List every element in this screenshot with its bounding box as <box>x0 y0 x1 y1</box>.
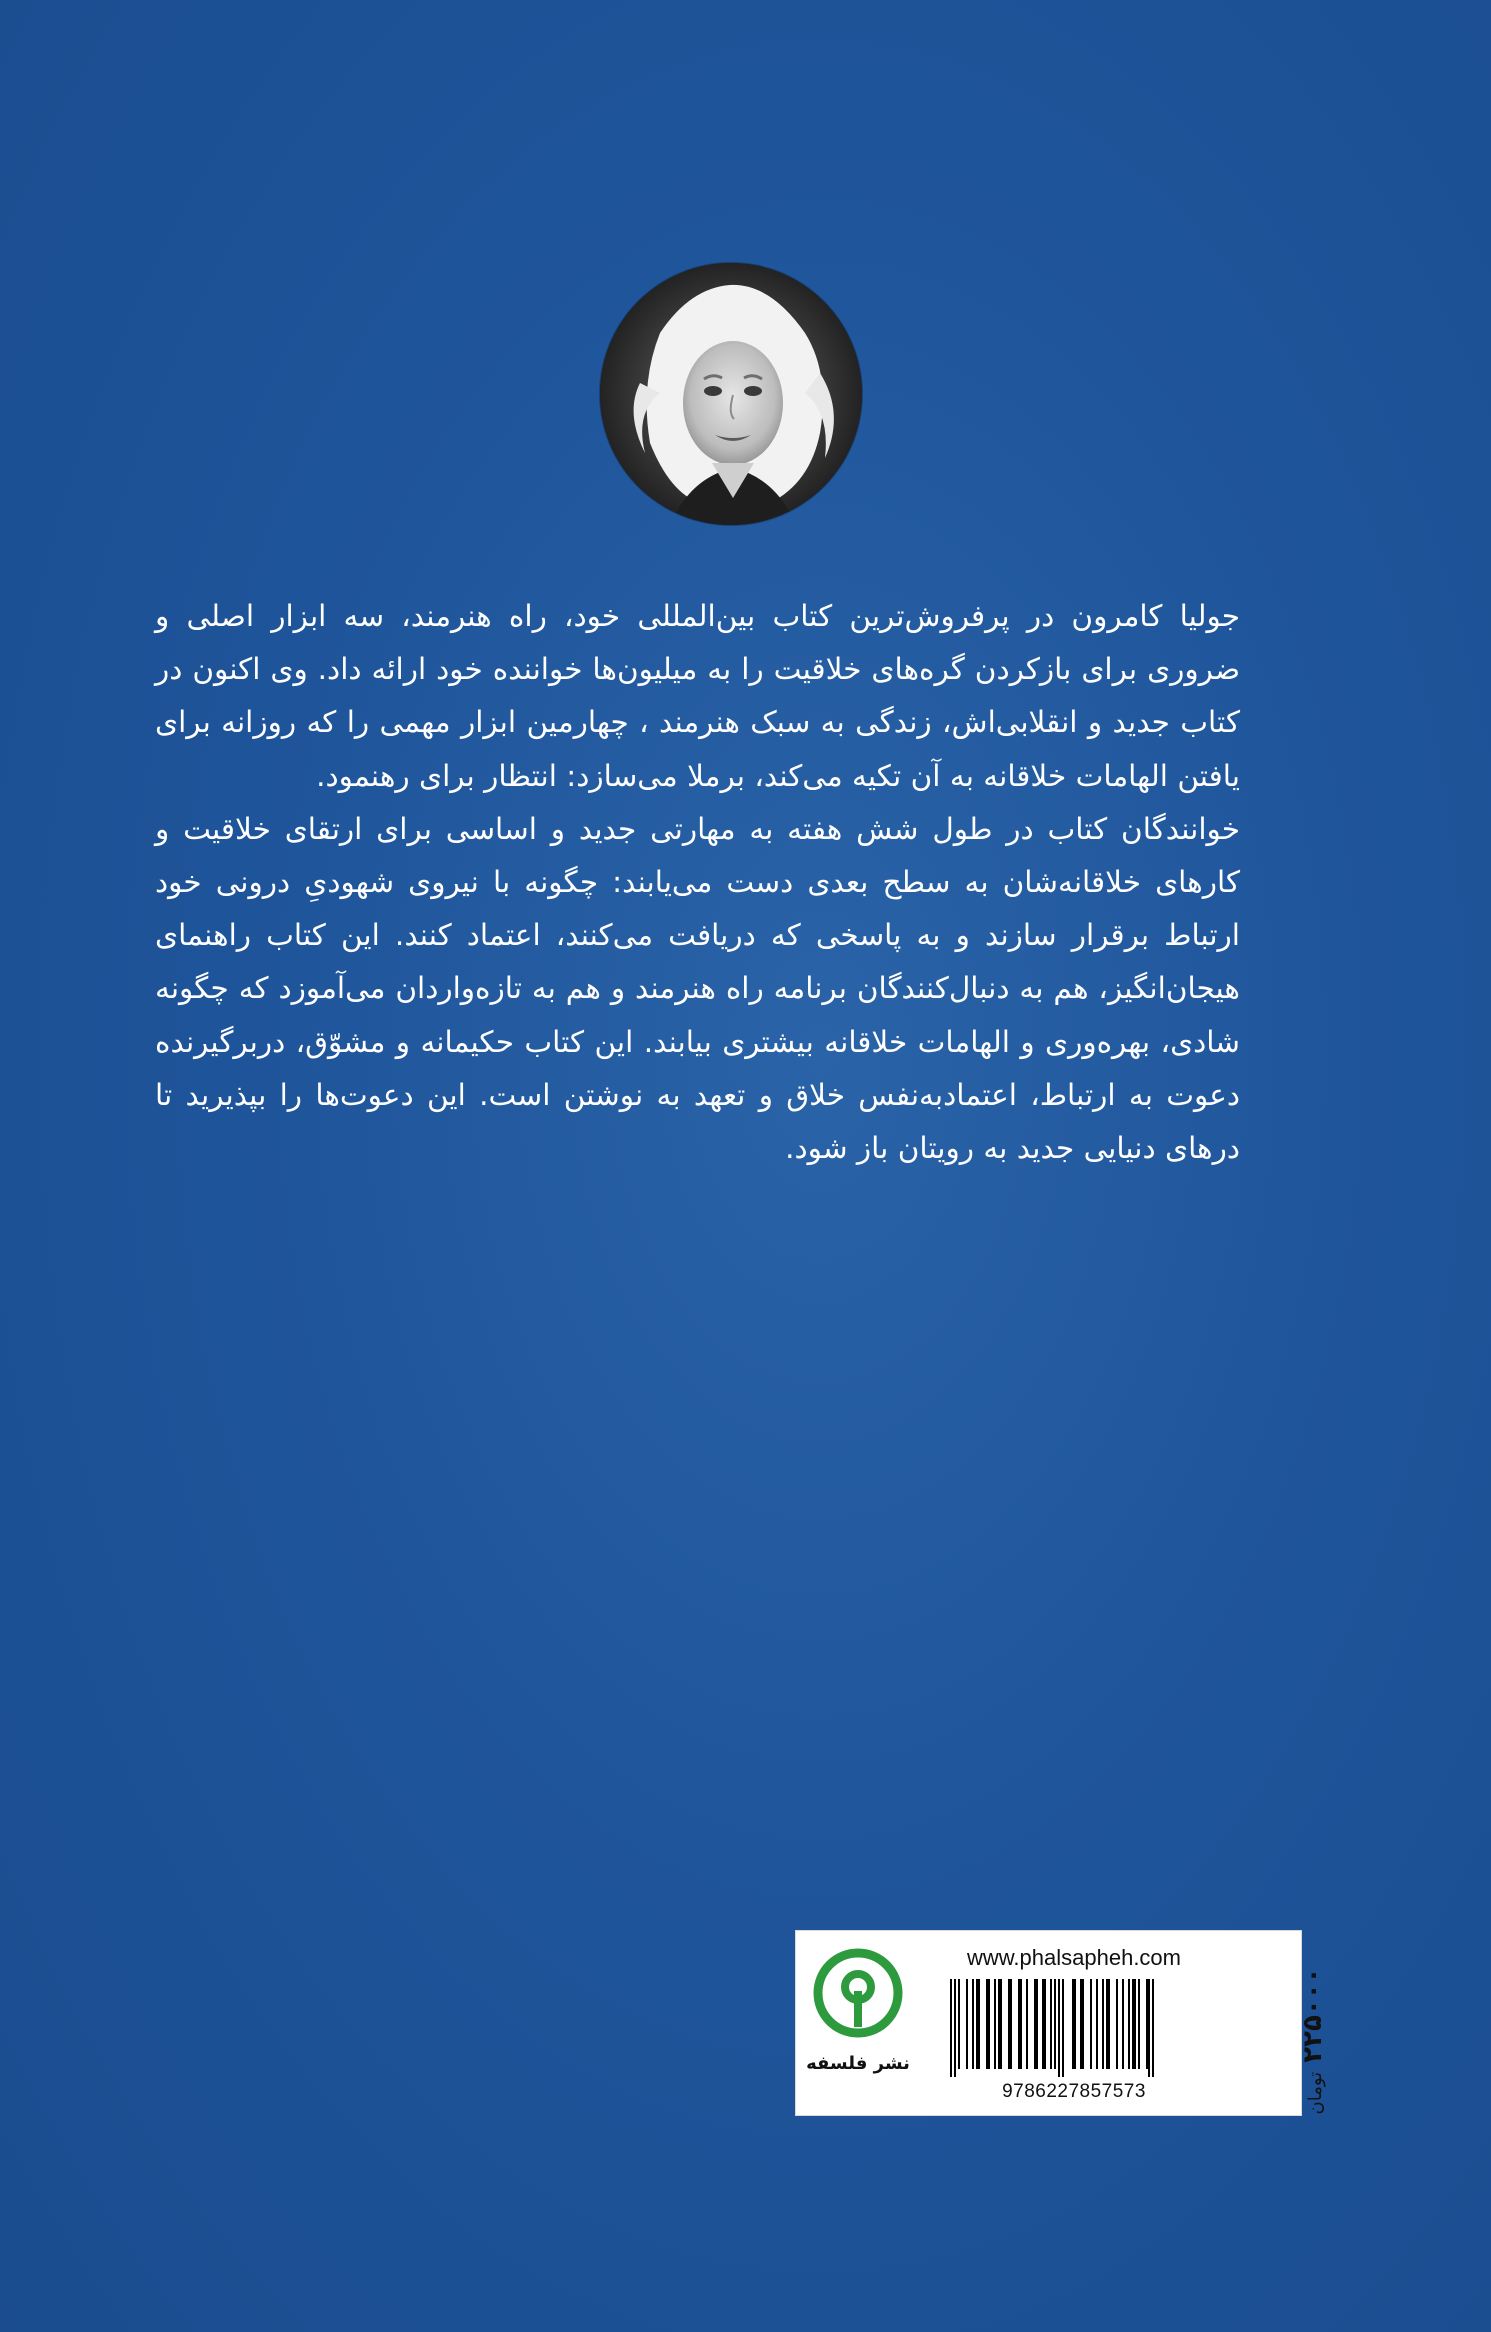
barcode-bar <box>1148 1979 1150 2077</box>
barcode-bar <box>1122 1979 1124 2069</box>
publisher-logo-icon <box>812 1947 904 2047</box>
barcode-bar <box>1026 1979 1028 2069</box>
barcode-bar <box>998 1979 1002 2069</box>
price-value: ۲۲۵۰۰۰ <box>1298 1967 1328 2063</box>
barcode-bar <box>1146 1979 1148 2069</box>
barcode-bar <box>1132 1979 1136 2069</box>
author-portrait-image <box>600 263 862 525</box>
barcode-bar <box>950 1979 952 2077</box>
barcode-bar <box>1042 1979 1046 2069</box>
barcode-bar <box>1008 1979 1012 2069</box>
isbn-barcode <box>946 1979 1206 2077</box>
price-unit: تومان <box>1305 2071 1326 2115</box>
barcode-bar <box>1128 1979 1130 2069</box>
publisher-name: نشر فلسفه <box>806 2053 910 2074</box>
blurb-paragraph-1: جولیا کامرون در پرفروش‌ترین کتاب بین‌المللی خود، راه هنرمند، سه ابزار اصلی و ضروری برای بازکردن گره‌های خلاقیت را به میلیون‌ها خواننده خود ارائه داد. وی اکنون در کتاب جدید و انقلابی‌اش، زندگی به سبک هنرمند ، چهارمین ابزار مهمی را که روزانه برای یافتن الهامات خلاقانه به آن تکیه می‌کند، برملا می‌سازد: انتظار برای رهنمود. <box>155 599 1240 793</box>
barcode-bar <box>1138 1979 1140 2069</box>
barcode-panel <box>795 1930 1328 2116</box>
barcode-bar <box>1058 1979 1060 2077</box>
barcode-bar <box>1018 1979 1022 2069</box>
barcode-bar <box>1072 1979 1076 2069</box>
isbn-number: 9786227857573 <box>1002 2081 1146 2102</box>
author-photo <box>600 263 862 525</box>
barcode-bar <box>1080 1979 1084 2069</box>
barcode-bar <box>958 1979 960 2069</box>
blurb-paragraph-2: خوانندگان کتاب در طول شش هفته به مهارتی جدید و اساسی برای ارتقای خلاقیت و کارهای خلاقانه‌شان به سطح بعدی دست می‌یابند: چگونه با نیروی شهودیِ درونی خود ارتباط برقرار سازند و به پاسخی که دریافت می‌کنند، اعتماد کنند. این کتاب راهنمای هیجان‌انگیز، هم به دنبال‌کنندگان برنامه راه هنرمند و هم به تازه‌واردان می‌آموزد که چگونه شادی، بهره‌وری و الهامات خلاقانه بیشتری بیابند. این کتاب حکیمانه و مشوّق، دربرگیرنده دعوت به ارتباط، اعتمادبه‌نفس خلاق و تعهد به نوشتن است. این دعوت‌ها را بپذیرید تا درهای دنیایی جدید به رویتان باز شود. <box>155 811 1240 1166</box>
barcode-bar <box>1062 1979 1064 2077</box>
publisher-website: www.phalsapheh.com <box>966 1945 1181 1970</box>
barcode-bar <box>1116 1979 1118 2069</box>
barcode-bar <box>1152 1979 1154 2077</box>
barcode-bar <box>1034 1979 1038 2069</box>
barcode-bar <box>1102 1979 1104 2069</box>
barcode-bar <box>994 1979 996 2069</box>
barcode-bar <box>1050 1979 1052 2069</box>
barcode-bar <box>1090 1979 1092 2069</box>
barcode-bar <box>966 1979 968 2069</box>
barcode-bar <box>1096 1979 1098 2069</box>
back-cover-blurb <box>155 590 1240 1175</box>
barcode-bar <box>1106 1979 1110 2069</box>
publisher-logo <box>812 1947 904 2047</box>
barcode-bar <box>972 1979 974 2069</box>
barcode-bar <box>986 1979 990 2069</box>
barcode-bar <box>954 1979 956 2077</box>
barcode-bar <box>1054 1979 1056 2069</box>
price-label <box>1295 1956 1331 2126</box>
barcode-bar <box>976 1979 980 2069</box>
